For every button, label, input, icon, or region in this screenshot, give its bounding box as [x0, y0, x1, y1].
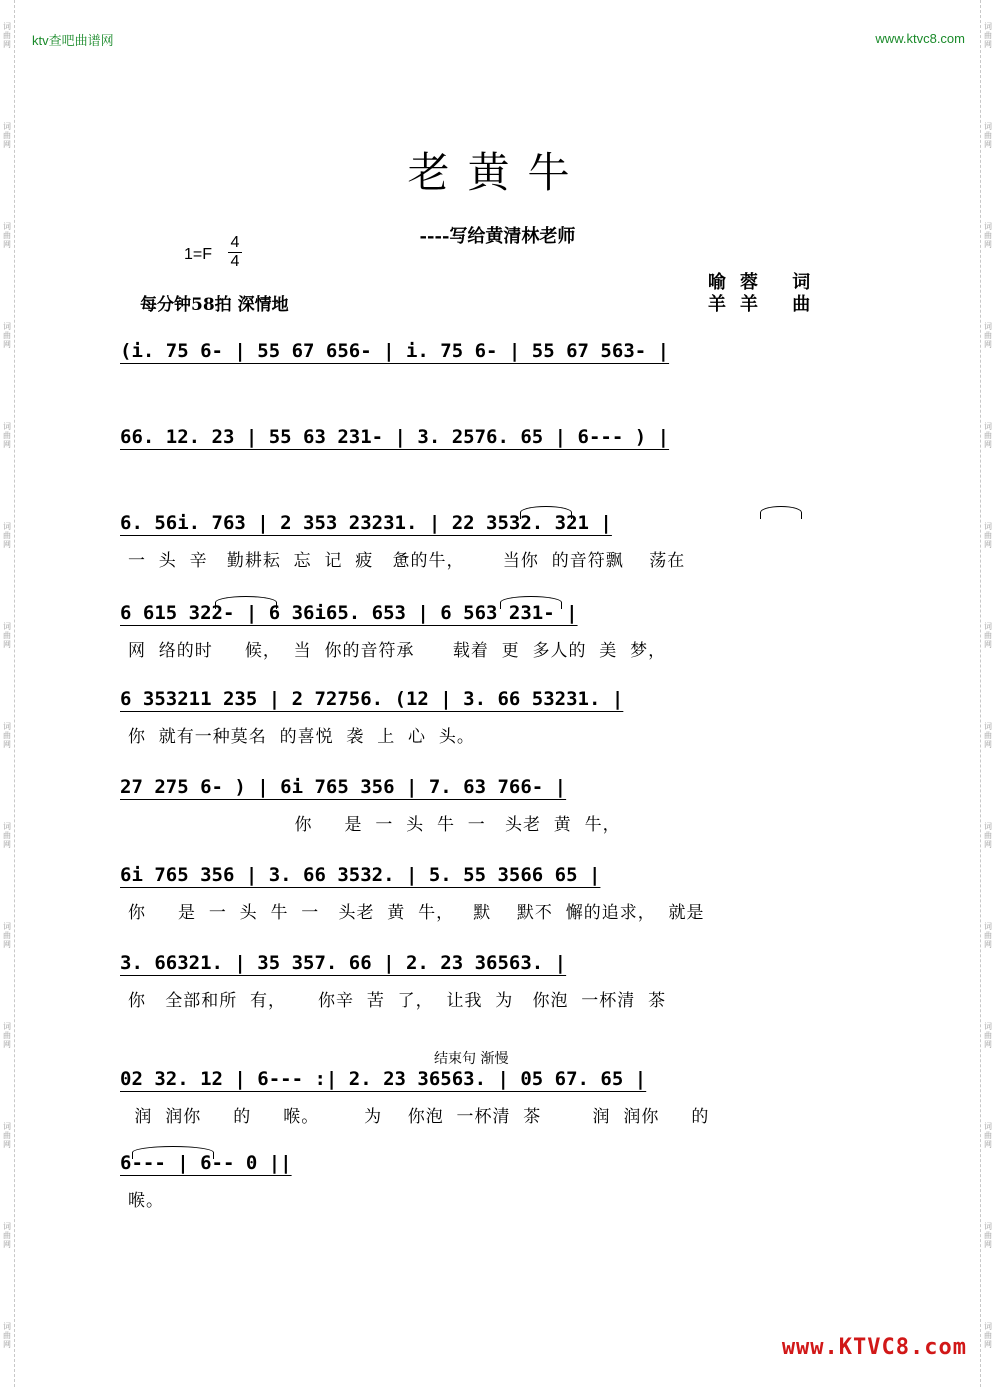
lyric-line-5: 你 就有一种莫名 的喜悦 袭 上 心 头。 — [128, 727, 475, 747]
lyric-line-4: 网 络的时 候， 当 你的音符承 载着 更 多人的 美 梦， — [128, 641, 667, 661]
lyric-line-9: 润 润你 的 喉。 为 你泡 一杯清 茶 润 润你 的 — [128, 1107, 710, 1127]
watermark-text: 词曲网 — [984, 422, 992, 449]
time-signature-bottom: 4 — [230, 253, 240, 270]
lyric-line-6: 你 是 一 头 牛 一 头老 黄 牛， — [128, 815, 621, 835]
watermark-text: 词曲网 — [3, 922, 11, 949]
watermark-text: 词曲网 — [3, 822, 11, 849]
tie-mark — [132, 1146, 214, 1159]
score-line-2: 66. 12. 23 | 55 63 231- | 3. 2576. 65 | 6--- ) | — [120, 426, 670, 448]
watermark-text: 词曲网 — [984, 822, 992, 849]
tempo-marking: 每分钟58拍 深情地 — [140, 295, 289, 315]
slur-mark — [520, 506, 572, 519]
watermark-text: 词曲网 — [3, 522, 11, 549]
score-line-7: 6i 765 356 | 3. 66 3532. | 5. 55 3566 65 | — [120, 864, 601, 886]
score-line-1: (i. 75 6- | 55 67 656- | i. 75 6- | 55 67 563- | — [120, 340, 670, 362]
lyric-line-7: 你 是 一 头 牛 一 头老 黄 牛， 默 默不 懈的追求， 就是 — [128, 903, 705, 923]
watermark-text: 词曲网 — [3, 122, 11, 149]
site-url-link[interactable]: www.ktvc8.com — [875, 31, 965, 46]
watermark-text: 词曲网 — [3, 1222, 11, 1249]
watermark-text: 词曲网 — [3, 22, 11, 49]
watermark-text: 词曲网 — [984, 522, 992, 549]
watermark-text: 词曲网 — [3, 722, 11, 749]
left-watermark-strip — [0, 0, 15, 1387]
key-signature: 1=F — [184, 246, 213, 263]
lyric-line-3: 一 头 辛 勤耕耘 忘 记 疲 惫的牛， 当你 的音符飘 荡在 — [128, 551, 686, 571]
slur-mark — [215, 596, 277, 609]
watermark-text: 词曲网 — [3, 422, 11, 449]
score-line-4: 6 615 322- | 6 36i65. 653 | 6 563 231- | — [120, 602, 578, 624]
watermark-text: 词曲网 — [3, 1322, 11, 1349]
watermark-text: 词曲网 — [984, 122, 992, 149]
song-title: 老黄牛 — [407, 148, 588, 197]
lyricist-credit: 喻蓉 词 — [708, 272, 825, 293]
score-line-3: 6. 56i. 763 | 2 353 23231. | 22 3532. 321 | — [120, 512, 612, 534]
watermark-text: 词曲网 — [984, 1022, 992, 1049]
slur-mark — [760, 506, 802, 519]
watermark-text: 词曲网 — [3, 322, 11, 349]
song-subtitle: ----写给黄清林老师 — [419, 226, 576, 247]
score-line-9: 02 32. 12 | 6--- :| 2. 23 36563. | 05 67. 65 | — [120, 1068, 647, 1090]
watermark-text: 词曲网 — [984, 1222, 992, 1249]
lyric-line-8: 你 全部和所 有， 你辛 苦 了， 让我 为 你泡 一杯清 茶 — [128, 991, 667, 1011]
footer-logo: www.KTVC8.com — [781, 1335, 967, 1360]
score-line-6: 27 275 6- ) | 6i 765 356 | 7. 63 766- | — [120, 776, 567, 798]
site-name-link[interactable]: ktv查吧曲谱网 — [32, 33, 114, 48]
time-signature — [228, 234, 242, 271]
watermark-text: 词曲网 — [3, 1122, 11, 1149]
score-line-5: 6 353211 235 | 2 72756. (12 | 3. 66 53231. | — [120, 688, 624, 710]
time-signature-top: 4 — [230, 234, 240, 251]
ending-annotation: 结束句 渐慢 — [434, 1051, 509, 1067]
score-line-10: 6--- | 6-- 0 || — [120, 1152, 292, 1174]
watermark-text: 词曲网 — [984, 322, 992, 349]
watermark-text: 词曲网 — [3, 222, 11, 249]
watermark-text: 词曲网 — [984, 622, 992, 649]
watermark-text: 词曲网 — [3, 1022, 11, 1049]
right-watermark-strip — [980, 0, 995, 1387]
watermark-text: 词曲网 — [984, 1322, 992, 1349]
score-line-8: 3. 66321. | 35 357. 66 | 2. 23 36563. | — [120, 952, 567, 974]
watermark-text: 词曲网 — [984, 22, 992, 49]
watermark-text: 词曲网 — [3, 622, 11, 649]
lyric-line-10: 喉。 — [128, 1191, 164, 1211]
watermark-text: 词曲网 — [984, 722, 992, 749]
watermark-text: 词曲网 — [984, 222, 992, 249]
watermark-text: 词曲网 — [984, 1122, 992, 1149]
slur-mark — [500, 596, 562, 609]
composer-credit: 羊羊 曲 — [708, 294, 825, 315]
watermark-text: 词曲网 — [984, 922, 992, 949]
